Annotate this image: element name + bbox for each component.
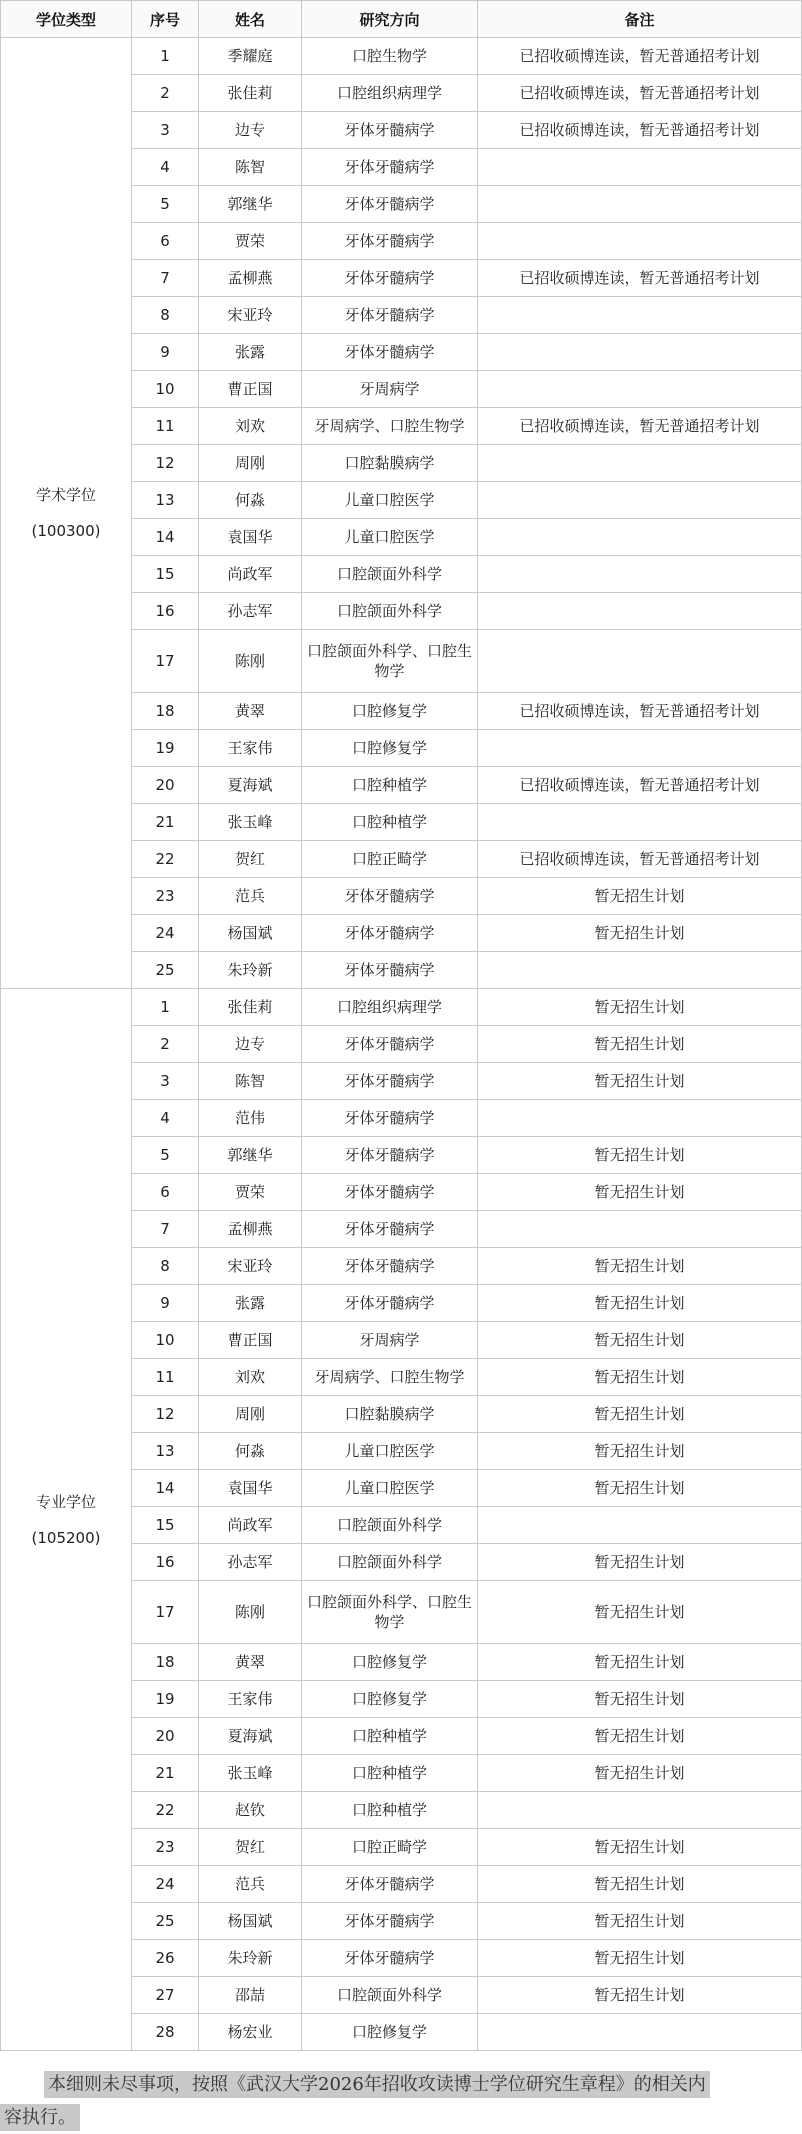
number-cell: 19	[132, 1681, 199, 1718]
name-cell: 陈刚	[199, 1581, 302, 1644]
remark-cell	[478, 519, 802, 556]
number-cell: 23	[132, 878, 199, 915]
number-cell: 3	[132, 112, 199, 149]
remark-cell	[478, 630, 802, 693]
number-cell: 10	[132, 1322, 199, 1359]
remark-cell: 暂无招生计划	[478, 1174, 802, 1211]
remark-cell: 已招收硕博连读，暂无普通招考计划	[478, 841, 802, 878]
remark-cell: 暂无招生计划	[478, 1903, 802, 1940]
name-cell: 张佳莉	[199, 989, 302, 1026]
remark-cell	[478, 952, 802, 989]
number-cell: 15	[132, 556, 199, 593]
research-direction-cell: 牙体牙髓病学	[302, 260, 478, 297]
research-direction-cell: 口腔种植学	[302, 767, 478, 804]
number-cell: 21	[132, 1755, 199, 1792]
degree-type-cell	[1, 38, 132, 989]
number-cell: 12	[132, 445, 199, 482]
header-remarks: 备注	[478, 1, 802, 38]
research-direction-cell: 口腔种植学	[302, 1755, 478, 1792]
remark-cell	[478, 445, 802, 482]
remark-cell	[478, 1100, 802, 1137]
research-direction-cell: 口腔黏膜病学	[302, 445, 478, 482]
table-body	[1, 38, 802, 2051]
header-row	[1, 1, 802, 38]
number-cell: 19	[132, 730, 199, 767]
name-cell: 陈智	[199, 1063, 302, 1100]
degree-type-code: (105200)	[31, 1528, 101, 1547]
degree-type-code: (100300)	[31, 522, 101, 540]
name-cell: 张露	[199, 334, 302, 371]
remark-cell: 暂无招生计划	[478, 1359, 802, 1396]
name-cell: 朱玲新	[199, 952, 302, 989]
number-cell: 5	[132, 186, 199, 223]
number-cell: 14	[132, 519, 199, 556]
number-cell: 17	[132, 630, 199, 693]
remark-cell: 暂无招生计划	[478, 1755, 802, 1792]
name-cell: 杨宏业	[199, 2014, 302, 2051]
number-cell: 7	[132, 260, 199, 297]
remark-cell	[478, 149, 802, 186]
degree-type-name: 学术学位	[35, 486, 96, 504]
name-cell: 曹正国	[199, 1322, 302, 1359]
name-cell: 杨国斌	[199, 915, 302, 952]
research-direction-cell: 口腔种植学	[302, 1718, 478, 1755]
remark-cell: 暂无招生计划	[478, 1396, 802, 1433]
number-cell: 27	[132, 1977, 199, 2014]
research-direction-cell: 口腔修复学	[302, 1644, 478, 1681]
number-cell: 6	[132, 1174, 199, 1211]
name-cell: 孙志军	[199, 593, 302, 630]
remark-cell: 已招收硕博连读，暂无普通招考计划	[478, 408, 802, 445]
name-cell: 郭继华	[199, 1137, 302, 1174]
research-direction-cell: 牙体牙髓病学	[302, 1903, 478, 1940]
name-cell: 袁国华	[199, 519, 302, 556]
research-direction-cell: 牙周病学	[302, 371, 478, 408]
number-cell: 18	[132, 693, 199, 730]
table-row	[1, 989, 802, 1026]
number-cell: 24	[132, 915, 199, 952]
name-cell: 张玉峰	[199, 804, 302, 841]
number-cell: 1	[132, 38, 199, 75]
research-direction-cell: 口腔颌面外科学	[302, 1544, 478, 1581]
research-direction-cell: 牙体牙髓病学	[302, 915, 478, 952]
research-direction-cell: 口腔种植学	[302, 1792, 478, 1829]
research-direction-cell: 牙体牙髓病学	[302, 112, 478, 149]
research-direction-cell: 牙周病学、口腔生物学	[302, 408, 478, 445]
name-cell: 宋亚玲	[199, 297, 302, 334]
number-cell: 9	[132, 1285, 199, 1322]
name-cell: 郭继华	[199, 186, 302, 223]
remark-cell: 暂无招生计划	[478, 1285, 802, 1322]
name-cell: 张玉峰	[199, 1755, 302, 1792]
remark-cell	[478, 1507, 802, 1544]
research-direction-cell: 儿童口腔医学	[302, 519, 478, 556]
number-cell: 12	[132, 1396, 199, 1433]
number-cell: 28	[132, 2014, 199, 2051]
name-cell: 范伟	[199, 1100, 302, 1137]
remark-cell: 暂无招生计划	[478, 1681, 802, 1718]
number-cell: 25	[132, 952, 199, 989]
number-cell: 15	[132, 1507, 199, 1544]
research-direction-cell: 儿童口腔医学	[302, 1433, 478, 1470]
name-cell: 季耀庭	[199, 38, 302, 75]
remark-cell: 已招收硕博连读，暂无普通招考计划	[478, 767, 802, 804]
name-cell: 曹正国	[199, 371, 302, 408]
number-cell: 16	[132, 593, 199, 630]
degree-type-cell	[1, 989, 132, 2051]
research-direction-cell: 牙体牙髓病学	[302, 1866, 478, 1903]
name-cell: 边专	[199, 1026, 302, 1063]
number-cell: 21	[132, 804, 199, 841]
number-cell: 11	[132, 408, 199, 445]
footer-note-line-2: 容执行。	[0, 2104, 80, 2131]
number-cell: 25	[132, 1903, 199, 1940]
name-cell: 杨国斌	[199, 1903, 302, 1940]
name-cell: 周刚	[199, 1396, 302, 1433]
remark-cell	[478, 334, 802, 371]
number-cell: 18	[132, 1644, 199, 1681]
number-cell: 13	[132, 1433, 199, 1470]
number-cell: 1	[132, 989, 199, 1026]
remark-cell: 暂无招生计划	[478, 1137, 802, 1174]
number-cell: 11	[132, 1359, 199, 1396]
name-cell: 王家伟	[199, 1681, 302, 1718]
research-direction-cell: 牙体牙髓病学	[302, 1940, 478, 1977]
research-direction-cell: 牙周病学、口腔生物学	[302, 1359, 478, 1396]
research-direction-cell: 牙体牙髓病学	[302, 149, 478, 186]
number-cell: 4	[132, 149, 199, 186]
research-direction-cell: 口腔生物学	[302, 38, 478, 75]
footer-note-line-1: 本细则未尽事项，按照《武汉大学2026年招收攻读博士学位研究生章程》的相关内	[44, 2071, 710, 2098]
name-cell: 邵喆	[199, 1977, 302, 2014]
name-cell: 黄翠	[199, 693, 302, 730]
name-cell: 贾荣	[199, 1174, 302, 1211]
research-direction-cell: 口腔颌面外科学	[302, 1977, 478, 2014]
remark-cell: 暂无招生计划	[478, 1026, 802, 1063]
remark-cell: 暂无招生计划	[478, 1718, 802, 1755]
name-cell: 尚政军	[199, 556, 302, 593]
number-cell: 9	[132, 334, 199, 371]
research-direction-cell: 牙体牙髓病学	[302, 878, 478, 915]
research-direction-cell: 口腔黏膜病学	[302, 1396, 478, 1433]
research-direction-cell: 牙体牙髓病学	[302, 186, 478, 223]
number-cell: 24	[132, 1866, 199, 1903]
remark-cell	[478, 482, 802, 519]
number-cell: 5	[132, 1137, 199, 1174]
number-cell: 2	[132, 1026, 199, 1063]
number-cell: 13	[132, 482, 199, 519]
number-cell: 8	[132, 1248, 199, 1285]
degree-type-name: 专业学位	[35, 1492, 96, 1511]
number-cell: 6	[132, 223, 199, 260]
remark-cell: 已招收硕博连读，暂无普通招考计划	[478, 260, 802, 297]
remark-cell: 暂无招生计划	[478, 1977, 802, 2014]
name-cell: 张露	[199, 1285, 302, 1322]
research-direction-cell: 牙体牙髓病学	[302, 334, 478, 371]
research-direction-cell: 口腔正畸学	[302, 1829, 478, 1866]
research-direction-cell: 口腔颌面外科学	[302, 556, 478, 593]
name-cell: 贺红	[199, 1829, 302, 1866]
remark-cell: 暂无招生计划	[478, 915, 802, 952]
number-cell: 3	[132, 1063, 199, 1100]
remark-cell	[478, 1792, 802, 1829]
research-direction-cell: 牙体牙髓病学	[302, 1174, 478, 1211]
name-cell: 何淼	[199, 1433, 302, 1470]
name-cell: 夏海斌	[199, 1718, 302, 1755]
research-direction-cell: 牙周病学	[302, 1322, 478, 1359]
name-cell: 王家伟	[199, 730, 302, 767]
research-direction-cell: 口腔组织病理学	[302, 989, 478, 1026]
research-direction-cell: 口腔颌面外科学	[302, 593, 478, 630]
research-direction-cell: 牙体牙髓病学	[302, 223, 478, 260]
remark-cell	[478, 297, 802, 334]
research-direction-cell: 牙体牙髓病学	[302, 1026, 478, 1063]
number-cell: 20	[132, 767, 199, 804]
name-cell: 范兵	[199, 878, 302, 915]
research-direction-cell: 口腔颌面外科学	[302, 1507, 478, 1544]
number-cell: 23	[132, 1829, 199, 1866]
header-name: 姓名	[199, 1, 302, 38]
name-cell: 贾荣	[199, 223, 302, 260]
number-cell: 7	[132, 1211, 199, 1248]
remark-cell: 暂无招生计划	[478, 1866, 802, 1903]
research-direction-cell: 口腔正畸学	[302, 841, 478, 878]
number-cell: 10	[132, 371, 199, 408]
name-cell: 朱玲新	[199, 1940, 302, 1977]
research-direction-cell: 口腔组织病理学	[302, 75, 478, 112]
name-cell: 黄翠	[199, 1644, 302, 1681]
name-cell: 何淼	[199, 482, 302, 519]
remark-cell	[478, 1211, 802, 1248]
name-cell: 赵钦	[199, 1792, 302, 1829]
research-direction-cell: 牙体牙髓病学	[302, 1248, 478, 1285]
header-research-direction: 研究方向	[302, 1, 478, 38]
footer-note	[0, 2068, 802, 2134]
number-cell: 2	[132, 75, 199, 112]
research-direction-cell: 口腔颌面外科学、口腔生物学	[302, 630, 478, 693]
number-cell: 14	[132, 1470, 199, 1507]
remark-cell: 暂无招生计划	[478, 1644, 802, 1681]
remark-cell	[478, 593, 802, 630]
name-cell: 刘欢	[199, 1359, 302, 1396]
name-cell: 陈智	[199, 149, 302, 186]
name-cell: 范兵	[199, 1866, 302, 1903]
research-direction-cell: 牙体牙髓病学	[302, 1100, 478, 1137]
header-degree-type: 学位类型	[1, 1, 132, 38]
research-direction-cell: 牙体牙髓病学	[302, 1211, 478, 1248]
name-cell: 贺红	[199, 841, 302, 878]
remark-cell: 已招收硕博连读，暂无普通招考计划	[478, 693, 802, 730]
number-cell: 20	[132, 1718, 199, 1755]
number-cell: 17	[132, 1581, 199, 1644]
header-number: 序号	[132, 1, 199, 38]
number-cell: 22	[132, 1792, 199, 1829]
research-direction-cell: 牙体牙髓病学	[302, 1285, 478, 1322]
remark-cell: 暂无招生计划	[478, 1322, 802, 1359]
remark-cell: 暂无招生计划	[478, 1063, 802, 1100]
number-cell: 22	[132, 841, 199, 878]
remark-cell: 暂无招生计划	[478, 1433, 802, 1470]
table-row	[1, 38, 802, 75]
remark-cell: 暂无招生计划	[478, 1248, 802, 1285]
research-direction-cell: 口腔修复学	[302, 693, 478, 730]
name-cell: 孙志军	[199, 1544, 302, 1581]
name-cell: 孟柳燕	[199, 1211, 302, 1248]
remark-cell: 暂无招生计划	[478, 1581, 802, 1644]
remark-cell	[478, 2014, 802, 2051]
remark-cell: 暂无招生计划	[478, 989, 802, 1026]
name-cell: 宋亚玲	[199, 1248, 302, 1285]
research-direction-cell: 牙体牙髓病学	[302, 952, 478, 989]
research-direction-cell: 口腔修复学	[302, 1681, 478, 1718]
research-direction-cell: 口腔种植学	[302, 804, 478, 841]
research-direction-cell: 牙体牙髓病学	[302, 1063, 478, 1100]
name-cell: 周刚	[199, 445, 302, 482]
remark-cell: 暂无招生计划	[478, 1940, 802, 1977]
remark-cell	[478, 371, 802, 408]
name-cell: 刘欢	[199, 408, 302, 445]
research-direction-cell: 儿童口腔医学	[302, 1470, 478, 1507]
name-cell: 袁国华	[199, 1470, 302, 1507]
name-cell: 边专	[199, 112, 302, 149]
number-cell: 8	[132, 297, 199, 334]
research-direction-cell: 牙体牙髓病学	[302, 297, 478, 334]
remark-cell	[478, 186, 802, 223]
remark-cell: 暂无招生计划	[478, 1470, 802, 1507]
number-cell: 16	[132, 1544, 199, 1581]
remark-cell: 已招收硕博连读，暂无普通招考计划	[478, 38, 802, 75]
research-direction-cell: 牙体牙髓病学	[302, 1137, 478, 1174]
research-direction-cell: 口腔修复学	[302, 730, 478, 767]
remark-cell: 暂无招生计划	[478, 1544, 802, 1581]
remark-cell: 暂无招生计划	[478, 1829, 802, 1866]
name-cell: 夏海斌	[199, 767, 302, 804]
remark-cell: 已招收硕博连读，暂无普通招考计划	[478, 112, 802, 149]
remark-cell	[478, 730, 802, 767]
remark-cell	[478, 556, 802, 593]
research-direction-cell: 儿童口腔医学	[302, 482, 478, 519]
name-cell: 张佳莉	[199, 75, 302, 112]
number-cell: 26	[132, 1940, 199, 1977]
remark-cell: 暂无招生计划	[478, 878, 802, 915]
name-cell: 孟柳燕	[199, 260, 302, 297]
number-cell: 4	[132, 1100, 199, 1137]
remark-cell: 已招收硕博连读，暂无普通招考计划	[478, 75, 802, 112]
remark-cell	[478, 223, 802, 260]
remark-cell	[478, 804, 802, 841]
research-direction-cell: 口腔修复学	[302, 2014, 478, 2051]
name-cell: 尚政军	[199, 1507, 302, 1544]
name-cell: 陈刚	[199, 630, 302, 693]
research-direction-cell: 口腔颌面外科学、口腔生物学	[302, 1581, 478, 1644]
table-header	[1, 1, 802, 38]
